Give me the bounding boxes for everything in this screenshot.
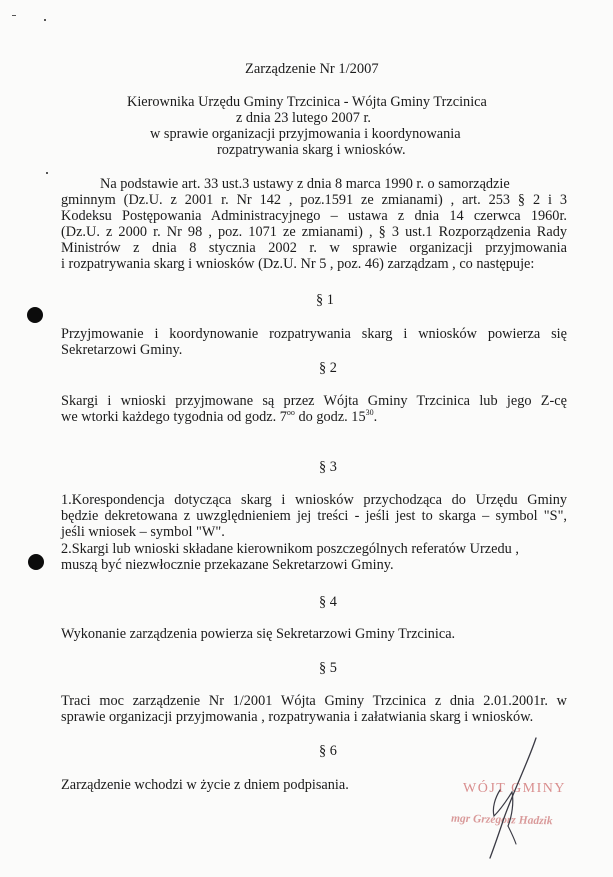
section-body-line: Sekretarzowi Gminy. [61,342,183,358]
section-body-line: Wykonanie zarządzenia powierza się Sekretarzowi Gminy Trzcinica. [61,626,456,642]
preamble-line: Na podstawie art. 33 ust.3 ustawy z dnia 8 marca 1990 r. o samorządzie [100,176,510,192]
section-body-line: będzie dekretowana z uwzględnieniem jej treści - jeśli jest to skarga – symbol "S", [61,508,567,524]
section-heading: § 3 [319,459,337,475]
office-hours-text: we wtorki każdego tygodnia od godz. 7 [61,409,287,425]
subject-line-2: rozpatrywania skarg i wniosków. [217,142,406,158]
section-body-line: Traci moc zarządzenie Nr 1/2001 Wójta Gminy Trzcinica z dnia 2.01.2001r. w [61,693,567,709]
issuer-line: Kierownika Urzędu Gminy Trzcinica - Wójta Gminy Trzcinica [127,94,487,110]
section-body-line: Zarządzenie wchodzi w życie z dniem podpisania. [61,777,349,793]
section-heading: § 4 [319,594,337,610]
section-heading: § 6 [319,743,337,759]
hour-superscript: oo [286,408,295,418]
official-stamp-title: WÓJT GMINY [463,781,567,796]
minute-superscript: 30 [365,408,374,418]
preamble-line: (Dz.U. z 2000 r. Nr 98 , poz. 1071 ze zmianami) , § 3 ust.1 Rozporządzenia Rady [61,224,567,240]
preamble-line: i rozpatrywania skarg i wniosków (Dz.U. Nr 5 , poz. 46) zarządzam , co następuje: [61,256,535,272]
preamble-line: Ministrów z dnia 8 stycznia 2002 r. w sprawie organizacji przyjmowania [61,240,567,256]
section-body-line: 1.Korespondencja dotycząca skarg i wniosków przychodząca do Urzędu Gminy [61,492,567,508]
section-body-line: jeśli wniosek – symbol "W". [61,524,225,540]
document-title: Zarządzenie Nr 1/2007 [245,61,379,77]
date-line: z dnia 23 lutego 2007 r. [236,110,372,126]
section-body-line: Skargi i wnioski przyjmowane są przez Wójta Gminy Trzcinica lub jego Z-cę [61,393,567,409]
subject-line-1: w sprawie organizacji przyjmowania i koordynowania [150,126,461,142]
section-body-line: Przyjmowanie i koordynowanie rozpatrywania skarg i wniosków powierza się [61,326,567,342]
section-heading: § 1 [316,292,334,308]
section-body-line: 2.Skargi lub wnioski składane kierownikom poszczególnych referatów Urzedu , [61,541,519,557]
section-body-line: sprawie organizacji przyjmowania , rozpatrywania i załatwiania skarg i wniosków. [61,709,534,725]
preamble-line: Kodeksu Postępowania Administracyjnego – ustawa z dnia 14 czerwca 1960r. [61,208,567,224]
section-heading: § 2 [319,360,337,376]
preamble-line: gminnym (Dz.U. z 2001 r. Nr 142 , poz.1591 ze zmianami) , art. 253 § 2 i 3 [61,192,567,208]
section-body-line: muszą być niezwłocznie przekazane Sekretarzowi Gminy. [61,557,394,573]
office-hours-text: . [373,409,378,425]
office-hours-text: do godz. 15 [294,409,366,425]
section-heading: § 5 [319,660,337,676]
official-stamp-name: mgr Grzegorz Hadzik [450,812,553,828]
